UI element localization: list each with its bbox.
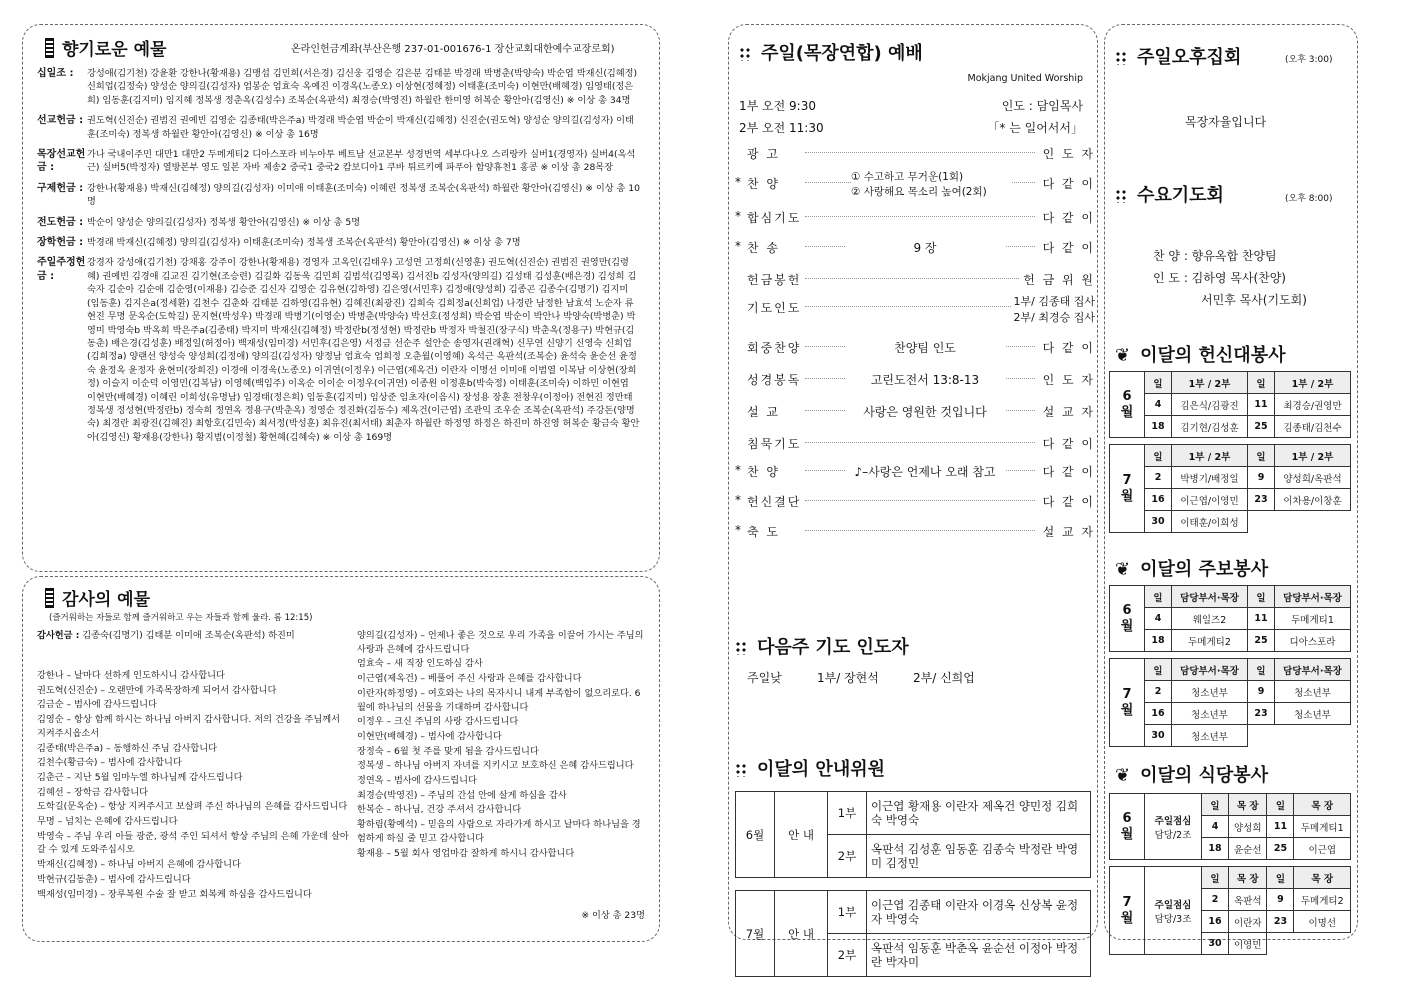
- schedule-col-header: 일: [1145, 659, 1172, 681]
- schedule-name: 이근엽/이영민: [1172, 489, 1248, 511]
- offering-category: 장학헌금 :: [37, 237, 84, 249]
- schedule-col-header: 담당부서·목장: [1275, 659, 1351, 681]
- thanks-entry: 정복생 – 하나님 아버지 자녀를 지키시고 보호하신 은혜 감사드립니다: [357, 760, 634, 772]
- order-name: 설 교: [747, 403, 783, 420]
- schedule-header: [1110, 659, 1351, 681]
- schedule-day: 11: [1267, 816, 1294, 838]
- offerings-title: 향기로운 예물: [45, 35, 166, 60]
- thanks-entry: 김천수(황금숙) – 범사에 감사합니다: [37, 757, 182, 769]
- bulletin-table: [1109, 585, 1351, 753]
- order-star: *: [735, 175, 741, 189]
- schedule-day: 2: [1202, 889, 1229, 911]
- schedule-col-header: 일: [1248, 445, 1275, 467]
- schedule-col-header: 일: [1267, 794, 1294, 816]
- thanks-panel: [22, 576, 660, 942]
- schedule-col-header: 1부 / 2부: [1172, 372, 1248, 394]
- order-person: 다 같 이: [1040, 435, 1095, 452]
- schedule-day: 25: [1248, 630, 1275, 652]
- schedule-day: 4: [1202, 816, 1229, 838]
- offering-list: [37, 67, 649, 451]
- worship-order: [735, 145, 1095, 545]
- thanks-entry: 이현만(배혜경) – 범사에 감사합니다: [357, 730, 502, 742]
- schedule-name: 청소년부: [1172, 703, 1248, 725]
- thanks-entry: 엄효숙 – 새 직장 인도하심 감사: [357, 658, 483, 670]
- schedule-name: 청소년부: [1275, 681, 1351, 703]
- schedule-row: [1110, 681, 1351, 703]
- offering-names: 권도혁(신진순) 권범진 권예빈 김영순 김종태(박은주a) 박경래 박순엽 박순이 박재신(김혜정) 신진순(권도혁) 양성순 양의길(김성자) 이태훈(조미숙) 정복생 하월란 황안아(김영신) ※ 이상 총 16명: [87, 115, 634, 140]
- order-person: 다 같 이: [1040, 175, 1095, 192]
- schedule-day: 11: [1248, 394, 1275, 416]
- schedule-name: 김은식/김광진: [1172, 394, 1248, 416]
- next-prayer-title: 다음주 기도 인도자: [735, 633, 909, 659]
- afternoon-time: (오후 3:00): [1285, 55, 1333, 65]
- order-name: 찬 양: [747, 175, 783, 192]
- order-person: 다 같 이: [1040, 463, 1095, 480]
- order-name: 광 고: [747, 145, 783, 162]
- wednesday-leader: 인 도 : 김하영 목사(찬양): [1153, 271, 1286, 285]
- schedule-day: 16: [1145, 489, 1172, 511]
- schedule-day: 18: [1145, 630, 1172, 652]
- offering-row: [37, 256, 649, 444]
- thanks-entry: 김혜선 – 장학금 감사합니다: [37, 786, 148, 798]
- schedule-day: 9: [1248, 681, 1275, 703]
- meal-title: 주일점심: [1154, 899, 1192, 911]
- time-first: 1부 오전 9:30: [739, 99, 816, 113]
- schedule-day: 30: [1145, 725, 1172, 747]
- schedule-col-header: 목 장: [1294, 867, 1351, 889]
- thanks-entry: 최경승(박영진) – 주님의 간섭 안에 살게 하심을 감사: [357, 789, 567, 801]
- order-person: 설 교 자: [1040, 403, 1095, 420]
- schedule-row: [1110, 394, 1351, 416]
- thanks-entry: 박영숙 – 주님 우리 아들 광준, 광석 주인 되셔서 항상 주님의 은혜 가운데 살아갈 수 있게 도와주십시오: [37, 830, 349, 856]
- order-detail: 9 장: [845, 239, 1005, 256]
- schedule-table-july: [1109, 658, 1351, 747]
- offering-row: [37, 236, 649, 249]
- order-dots: [805, 530, 1035, 531]
- order-dots: [805, 306, 1035, 307]
- schedule-header: [1110, 586, 1351, 608]
- thanks-entry: 박현규(김동춘) – 범사에 감사드립니다: [37, 873, 191, 885]
- schedule-day: [1248, 511, 1275, 533]
- schedule-col-header: 목 장: [1294, 794, 1351, 816]
- schedule-col-header: 일: [1248, 372, 1275, 394]
- schedule-name: 이차용/이창훈: [1275, 489, 1351, 511]
- bullet-icon: [735, 641, 747, 655]
- worship-title: 주일(목장연합) 예배: [739, 39, 923, 65]
- devotion-title: ❦ 이달의 헌신대봉사: [1115, 345, 1286, 366]
- schedule-day: 2: [1145, 681, 1172, 703]
- thanks-entry: 김종태(박은주a) – 동행하신 주님 감사합니다: [37, 742, 217, 754]
- usher-role: 안 내: [775, 891, 828, 977]
- offering-category: 주일주정헌금 :: [37, 257, 86, 282]
- schedule-day: 16: [1145, 703, 1172, 725]
- schedule-name: 웨일즈2: [1172, 608, 1248, 630]
- schedule-header: [1110, 372, 1351, 394]
- usher-part: 1부: [828, 891, 867, 934]
- order-dots: [805, 152, 1035, 153]
- order-name: 합심기도: [747, 209, 804, 226]
- offering-row: [37, 67, 649, 107]
- schedule-day: 23: [1248, 489, 1275, 511]
- thanks-entry: 무명 – 넘치는 은혜에 감사드립니다: [37, 816, 178, 828]
- schedule-col-header: 1부 / 2부: [1172, 445, 1248, 467]
- schedule-table-july: [1109, 866, 1351, 955]
- devotion-table: [1109, 371, 1351, 539]
- bulletin-title: ❦ 이달의 주보봉사: [1115, 559, 1269, 580]
- schedule-name: 이영민: [1229, 933, 1267, 955]
- schedule-col-header: 목 장: [1229, 794, 1267, 816]
- offering-names: 강한나(황재용) 박재신(김혜정) 양의길(김성자) 이미애 이태훈(조미숙) 이혜린 정복생 조복순(옥판석) 하월란 황안아(김영신) ※ 이상 총 10명: [87, 182, 640, 208]
- order-dots: [805, 500, 1035, 501]
- thanks-label: 감사헌금 :: [37, 630, 80, 641]
- schedule-name: 디아스포라: [1275, 630, 1351, 652]
- order-person: 다 같 이: [1040, 239, 1095, 256]
- order-star: *: [735, 493, 741, 507]
- thanks-entry: 권도혁(신진순) – 오랜만에 가족목장하게 되어서 감사합니다: [37, 684, 277, 696]
- thanks-entry: 정연옥 – 범사에 감사드립니다: [357, 775, 477, 787]
- schedule-row: [1110, 630, 1351, 652]
- schedule-name: 청소년부: [1172, 725, 1248, 747]
- schedule-name: 청소년부: [1275, 703, 1351, 725]
- order-star: *: [735, 209, 741, 223]
- order-detail: 찬양팀 인도: [845, 339, 1005, 356]
- schedule-day: [1267, 933, 1294, 955]
- usher-role: 안 내: [775, 792, 828, 878]
- order-star: *: [735, 239, 741, 253]
- wednesday-title: 수요기도회: [1115, 181, 1224, 207]
- thanks-names: 김종숙(김명기) 김태분 이미애 조복순(옥판석) 하진미: [82, 630, 295, 641]
- schedule-day: 30: [1145, 511, 1172, 533]
- usher-names: 옥판석 임동훈 박춘옥 윤순선 이정아 박정란 박자미: [867, 934, 1091, 977]
- offering-names: 박경래 박재신(김혜정) 양의길(김성자) 이태훈(조미숙) 정복생 조복순(옥판석) 황안아(김영신) ※ 이상 총 7명: [87, 237, 521, 249]
- order-name: 찬 양: [747, 463, 783, 480]
- schedule-row: [1110, 703, 1351, 725]
- schedule-name: 이란자: [1229, 911, 1267, 933]
- order-person: 다 같 이: [1040, 339, 1095, 356]
- ushers-table: [735, 791, 1091, 977]
- schedule-name: 윤순선: [1229, 838, 1267, 860]
- afternoon-text: 목장자율입니다: [1185, 115, 1267, 129]
- wednesday-praise: 찬 양 : 향유옥합 찬양팀: [1153, 249, 1277, 263]
- order-name: 축 도: [747, 523, 783, 540]
- order-name: 찬 송: [747, 239, 783, 256]
- flower-icon: ❦: [1115, 559, 1131, 580]
- schedule-col-header: 일: [1267, 867, 1294, 889]
- schedule-row: [1110, 725, 1351, 747]
- bullet-icon: [735, 763, 747, 777]
- schedule-day: 16: [1202, 911, 1229, 933]
- order-name: 침묵기도: [747, 435, 804, 452]
- thanks-entry: 박재신(김혜정) – 하나님 아버지 은혜에 감사합니다: [37, 859, 241, 871]
- schedule-col-header: 일: [1145, 445, 1172, 467]
- offering-category: 선교헌금 :: [37, 115, 84, 127]
- offering-category: 목장선교헌금 :: [37, 149, 86, 174]
- flower-icon: ❦: [1115, 765, 1131, 786]
- schedule-col-header: 일: [1202, 794, 1229, 816]
- schedule-col-header: 1부 / 2부: [1275, 445, 1351, 467]
- schedule-day: 9: [1248, 467, 1275, 489]
- flower-icon: ❦: [1115, 345, 1131, 366]
- order-name: 회중찬양: [747, 339, 804, 356]
- schedule-row: [1110, 467, 1351, 489]
- online-account: 온라인헌금계좌(부산은행 237-01-001676-1 장산교회대한예수교장로회): [291, 44, 615, 55]
- standing-note: 「* 는 일어서서」: [987, 121, 1083, 135]
- meal-team: 담당/3조: [1154, 913, 1192, 925]
- bullet-icon: [1115, 189, 1127, 203]
- thanks-left-list: [37, 669, 349, 902]
- thanks-right-list: [357, 629, 649, 861]
- order-detail: ♪–사랑은 언제나 오래 참고: [845, 463, 1005, 480]
- schedule-table-june: [1109, 585, 1351, 652]
- thanks-entry: 백재성(임미경) – 장루복원 수술 잘 받고 회복케 하심을 감사드립니다: [37, 888, 312, 900]
- thanks-entry: 김금순 – 범사에 감사드립니다: [37, 699, 157, 711]
- time-second: 2부 오전 11:30: [739, 121, 824, 135]
- offering-names: 가나 국내이주민 대만1 대만2 두메게티2 디아스포라 비누아투 베트남 선교본부 성경번역 세부다나오 스리랑카 실버1(경영자) 실버4(옥석근) 실버5(박정자) 열방본부 영도 일본 자바 제송2 중국1 중국2 캄보디아1 쿠바 튀르키예 파푸아 함양휴천1 홍콩 ※ 이상 총 28목장: [87, 149, 636, 174]
- worship-leader: 인도 : 담임목사: [1001, 99, 1083, 113]
- schedule-name: 김기현/김성훈: [1172, 416, 1248, 438]
- usher-part: 1부: [828, 792, 867, 835]
- schedule-name: 박병기/배정일: [1172, 467, 1248, 489]
- schedule-name: 양성희: [1229, 816, 1267, 838]
- schedule-day: 18: [1145, 416, 1172, 438]
- schedule-name: [1275, 511, 1351, 533]
- schedule-name: 두메게티1: [1294, 816, 1351, 838]
- schedule-header: [1110, 867, 1351, 889]
- schedule-table-june: [1109, 371, 1351, 438]
- usher-names: 옥판석 김성훈 임동훈 김종숙 박정란 박영미 김정민: [867, 835, 1091, 878]
- thanks-verse: (즐거워하는 자들로 함께 즐거워하고 우는 자들과 함께 울라. 롬 12:15): [49, 613, 313, 623]
- schedule-day: 18: [1202, 838, 1229, 860]
- service-panel: [1104, 24, 1358, 951]
- month-cell: 6 월: [1110, 794, 1145, 860]
- order-person: 인 도 자: [1040, 371, 1095, 388]
- usher-row: [736, 792, 1091, 835]
- schedule-day: 9: [1267, 889, 1294, 911]
- thanks-entry: 김영순 – 항상 함께 하시는 하나님 아버지 감사합니다. 저의 건강을 주님께서 지켜주시옵소서: [37, 714, 340, 739]
- usher-spacer: [736, 878, 1091, 891]
- schedule-day: 30: [1202, 933, 1229, 955]
- worship-panel: [728, 24, 1098, 969]
- order-detail: ① 수고하고 무거운(1회) ② 사랑해요 목소리 높여(2회): [851, 169, 1011, 199]
- schedule-name: 김종태/김천수: [1275, 416, 1351, 438]
- schedule-col-header: 목 장: [1229, 867, 1267, 889]
- order-dots: [805, 442, 1035, 443]
- next-prayer-second: 2부/ 신희업: [913, 671, 975, 685]
- schedule-day: 4: [1145, 608, 1172, 630]
- schedule-col-header: 담당부서·목장: [1275, 586, 1351, 608]
- thanks-entry: 황하림(황예석) – 믿음의 사람으로 자라가게 하시고 날마다 하나님을 경험하게 하실 줄 믿고 감사합니다: [357, 819, 641, 844]
- offering-category: 전도헌금 :: [37, 216, 84, 228]
- schedule-row: [1110, 489, 1351, 511]
- next-prayer-first: 1부/ 장현석: [817, 671, 879, 685]
- order-person: 인 도 자: [1040, 145, 1095, 162]
- order-person: 헌 금 위 원: [1020, 271, 1095, 288]
- month-cell: 7 월: [1110, 867, 1145, 955]
- schedule-col-header: 일: [1145, 586, 1172, 608]
- worship-subtitle: Mokjang United Worship: [967, 73, 1083, 84]
- month-cell: 6 월: [1110, 586, 1145, 652]
- order-detail: 고린도전서 13:8-13: [845, 371, 1005, 388]
- next-prayer-label: 주일낮: [747, 671, 782, 685]
- usher-names: 이근엽 황재용 이란자 제옥건 양민정 김희숙 박영숙: [867, 792, 1091, 835]
- schedule-day: 23: [1267, 911, 1294, 933]
- month-cell: 6 월: [1110, 372, 1145, 438]
- thanks-title: 감사의 예물: [45, 585, 150, 610]
- offering-names: 강성애(김기천) 강윤환 강한나(황재용) 김맹섭 김민희(서은경) 김신웅 김영순 김은분 김태분 박경래 박병춘(박양숙) 박순엽 박재신(김혜정) 신희업(김정숙) 양성순 양의길(김성자) 엄봉순 엄효숙 옥예진 이경옥(노종오) 이상현(정혜정) 이태훈(조미숙) 이현만(배혜경) 임영태(정은희) 임동훈(김지미) 임지혜 정복생 정춘옥(김성수) 조복순(옥판석) 최경승(박영진) 하월란 한미영 허복순 황안아(김영신) ※ 이상 총 34명: [87, 68, 638, 106]
- offering-row: [37, 148, 649, 175]
- schedule-name: 두메게티2: [1172, 630, 1248, 652]
- order-star: *: [735, 463, 741, 477]
- thanks-entry: 한복순 – 하나님, 건강 주셔서 감사합니다: [357, 804, 522, 816]
- schedule-name: [1275, 725, 1351, 747]
- schedule-row: [1110, 416, 1351, 438]
- schedule-name: 양성희/옥판석: [1275, 467, 1351, 489]
- order-star: *: [735, 523, 741, 537]
- schedule-day: 25: [1267, 838, 1294, 860]
- schedule-name: 두메게티2: [1294, 889, 1351, 911]
- order-dots: [805, 216, 1035, 217]
- schedule-name: [1294, 933, 1351, 955]
- order-person: 1부/ 김종태 집사 2부/ 최경승 집사: [1011, 293, 1095, 325]
- usher-part: 2부: [828, 835, 867, 878]
- usher-row: [736, 891, 1091, 934]
- usher-part: 2부: [828, 934, 867, 977]
- schedule-day: 2: [1145, 467, 1172, 489]
- offering-row: [37, 114, 649, 141]
- thanks-entry: 양의길(김성자) – 언제나 좋은 것으로 우리 가족을 이끌어 가시는 주님의 사랑과 은혜에 감사드립니다: [357, 630, 644, 655]
- schedule-name: 이태훈/이희성: [1172, 511, 1248, 533]
- bullet-icon: [739, 47, 751, 61]
- schedule-day: 11: [1248, 608, 1275, 630]
- wednesday-time: (오후 8:00): [1285, 194, 1333, 204]
- offering-row: [37, 216, 649, 229]
- order-name: 헌신결단: [747, 493, 804, 510]
- offering-names: 강경자 강성애(김기천) 강채홍 강주이 강한나(황재용) 경영자 고옥인(김태우) 고성연 고정희(신영훈) 권도혁(신진순) 권범진 권영만(김령혜) 권예빈 김경애 김교진 김기현(조승련) 김길화 김동욱 김민희 김범석(김영록) 김서진b 김성자(양의길) 김성태 김성훈(배은경) 김성희 김숙자 김순아 김순애 김순영(이재용) 김승준 김신자 김영순 김유현(김하영) 김은영(서민후) 김정애(양성희) 김종곤 김종수(김명기) 김지미(임동훈) 김지은a(정세환) 김천수 김춘화 김태분 김하영(김유현) 김혜진(최광진) 김희숙 김희정a(신희업) 나경란 남정한 남효석 노순자 류현진 무명 문옥순(도학길) 문지현(박성우) 박경래 박병기(이영순) 박병춘(박양숙) 박선호(정성희) 박순엽 박순이 박안나 박양숙(박병춘) 박영미 박영숙b 박옥희 박은주a(김종태) 박지미 박재신(김혜정) 박정란b(정성현) 박정란b 박정자 박철진(장구식) 박춘옥(정용구) 박현규(김동춘) 배은경(김성훈) 배정일(허정아) 백재성(임미경) 서민후(김은영) 서정금 선순주 설안순 송영자(권래혁) 신무연 신양기 신영숙 신희업(김희정a) 양랜선 양성숙 양성희(김정애) 양의길(김성자) 양정남 엄효숙 엄희정 오춘월(이영혜) 옥석근 옥판석(조복순) 윤석숙 윤순선 윤정숙 윤정옥 윤정자 윤현미(장희진) 이경애 이경욱(노종오) 이귀연(이정우) 이근엽(제옥건) 이란자 이명선 이미애 이범열 이복남 이상현(장희정) 이슬지 이순덕 이영민(김복남) 이영혜(백임주) 이옥순 이이순 이정우(이귀연) 이종원 이정훈b(박숙정) 이태훈(조미숙) 이하민 이현엽 이현만(배혜경) 이혜린 이희성(유명남) 임경태(정은희) 임동훈(김지미) 임상준 임초자(이음시) 장성용 장훈 전창우(이정아) 전현진 정만태 정복생 정성현(박정란b) 정숙희 정연옥 정용구(박춘옥) 정영순 정진화(김동수) 제옥건(이근엽) 조관익 조우순 조복순(옥판석) 주강돈(양명숙) 최경란 최광진(김혜진) 최항호(김민숙) 최서정(박성훈) 최유진(최서태) 최춘자 하월란 하정영 하정은 하진미 하진영 허복순 황금숙 황안아(김영신) 황재용(강한나) 황지범(이정철) 황현혜(김혜숙) ※ 이상 총 169명: [87, 257, 640, 443]
- usher-names: 이근엽 김종태 이란자 이경옥 신상복 윤정자 박영숙: [867, 891, 1091, 934]
- order-person: 다 같 이: [1040, 493, 1095, 510]
- bullet-icon: [1115, 51, 1127, 65]
- schedule-name: 이근엽: [1294, 838, 1351, 860]
- offerings-panel: [22, 24, 660, 572]
- offering-category: 구제헌금 :: [37, 182, 84, 194]
- afternoon-title: 주일오후집회: [1115, 43, 1241, 69]
- order-name: 기도인도: [747, 299, 804, 316]
- thanks-entry: 장정숙 – 6월 첫 주를 맞게 됨을 감사드립니다: [357, 745, 539, 757]
- schedule-col-header: 담당부서·목장: [1172, 586, 1248, 608]
- thanks-total: ※ 이상 총 23명: [581, 910, 645, 921]
- schedule-row: [1110, 511, 1351, 533]
- order-name: 헌금봉헌: [747, 271, 804, 288]
- meal-label: [1145, 867, 1202, 955]
- schedule-col-header: 담당부서·목장: [1172, 659, 1248, 681]
- order-person: 설 교 자: [1040, 523, 1095, 540]
- wednesday-leader2: 서민후 목사(기도회): [1201, 293, 1307, 307]
- schedule-name: 이명선: [1294, 911, 1351, 933]
- schedule-col-header: 일: [1248, 586, 1275, 608]
- meal-team: 담당/2조: [1154, 829, 1192, 841]
- schedule-col-header: 일: [1248, 659, 1275, 681]
- thanks-offering: [37, 629, 357, 643]
- schedule-header: [1110, 794, 1351, 816]
- kitchen-title: ❦ 이달의 식당봉사: [1115, 765, 1269, 786]
- schedule-row: [1110, 608, 1351, 630]
- schedule-name: 청소년부: [1172, 681, 1248, 703]
- month-cell: 7 월: [1110, 445, 1145, 533]
- meal-label: [1145, 794, 1202, 860]
- usher-month: 6월: [736, 792, 775, 878]
- order-detail: 사랑은 영원한 것입니다: [845, 403, 1005, 420]
- thanks-entry: 이근엽(제옥건) – 베풀어 주신 사랑과 은혜를 감사합니다: [357, 673, 582, 685]
- kitchen-table: [1109, 793, 1351, 961]
- schedule-header: [1110, 445, 1351, 467]
- offering-category: 십일조 :: [37, 68, 74, 79]
- order-person: 다 같 이: [1040, 209, 1095, 226]
- schedule-day: 23: [1248, 703, 1275, 725]
- schedule-name: 최경승/권영만: [1275, 394, 1351, 416]
- thanks-entry: 도학길(문옥순) – 항상 지켜주시고 보살펴 주신 하나님의 은혜를 감사드립니다: [37, 801, 348, 813]
- schedule-day: 25: [1248, 416, 1275, 438]
- schedule-day: 4: [1145, 394, 1172, 416]
- offering-names: 박순이 양성순 양의길(김성자) 정복생 황안아(김영신) ※ 이상 총 5명: [87, 216, 361, 228]
- schedule-table-july: [1109, 444, 1351, 533]
- schedule-col-header: 1부 / 2부: [1275, 372, 1351, 394]
- schedule-day: [1248, 725, 1275, 747]
- order-dots: [805, 278, 1035, 279]
- schedule-name: 옥판석: [1229, 889, 1267, 911]
- schedule-table-june: [1109, 793, 1351, 860]
- schedule-col-header: 일: [1145, 372, 1172, 394]
- thanks-entry: 이정우 – 크신 주님의 사랑 감사드립니다: [357, 716, 519, 728]
- ushers-title: 이달의 안내위원: [735, 755, 885, 781]
- order-name: 성경봉독: [747, 371, 804, 388]
- schedule-name: 두메게티1: [1275, 608, 1351, 630]
- thanks-entry: 김춘근 – 지난 5월 임마누엘 하나님께 감사드립니다: [37, 771, 243, 783]
- month-cell: 7 월: [1110, 659, 1145, 747]
- offering-row: [37, 182, 649, 209]
- schedule-col-header: 일: [1202, 867, 1229, 889]
- thanks-entry: 황재용 – 5월 회사 영업마감 잘하게 하시니 감사합니다: [357, 847, 575, 859]
- meal-title: 주일점심: [1154, 815, 1192, 827]
- thanks-entry: 이란자(하정영) – 여호와는 나의 목자시니 내게 부족함이 없으리로다. 6월에 하나님의 선물을 기대하며 감사합니다: [357, 687, 641, 713]
- usher-month: 7월: [736, 891, 775, 977]
- thanks-entry: 강한나 – 날마다 선하게 인도하시니 감사합니다: [37, 670, 225, 681]
